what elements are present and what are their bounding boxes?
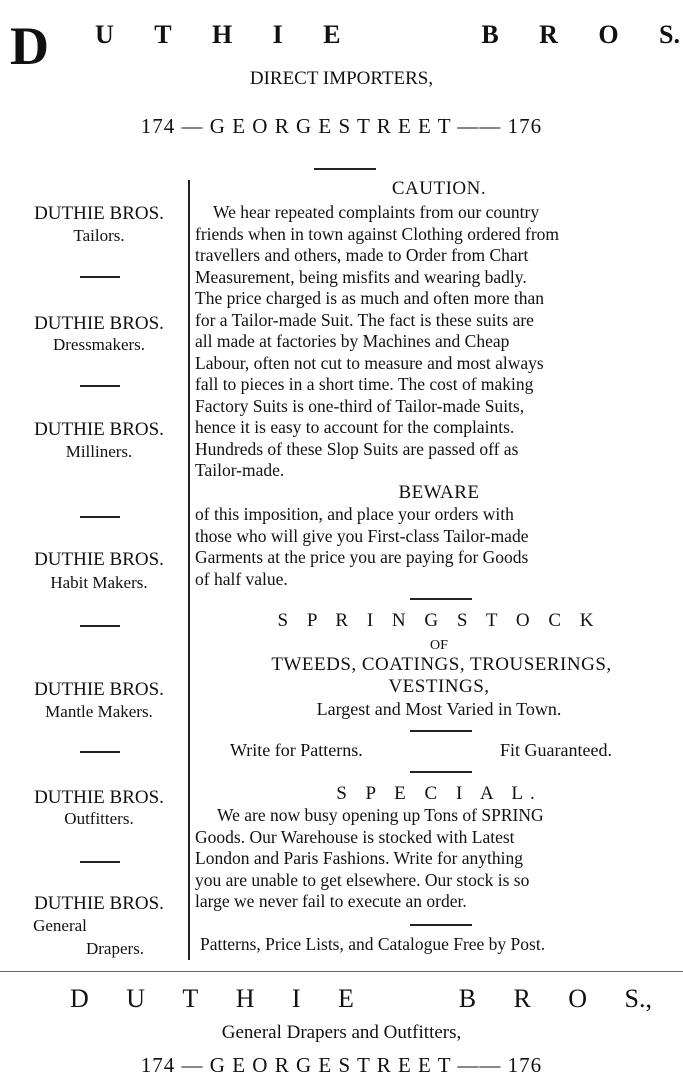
header-title-letter: U <box>95 20 114 49</box>
footer-rule <box>0 971 683 972</box>
caution-line: hence it is easy to account for the complaints. <box>195 417 515 437</box>
left-divider <box>80 861 120 863</box>
fit-note: Fit Guaranteed. <box>500 740 612 760</box>
header-title-letter: E <box>323 20 341 49</box>
left-divider <box>80 751 120 753</box>
section-divider <box>410 771 472 773</box>
left-divider <box>80 385 120 387</box>
left-divider <box>80 276 120 278</box>
special-body <box>195 805 683 913</box>
caution-line: friends when in town against Clothing ordered from <box>195 223 560 244</box>
beware-line: of this imposition, and place your orders with <box>195 504 514 524</box>
left-brand-name: DUTHIE BROS. <box>34 679 164 700</box>
left-brand-name: DUTHIE BROS. <box>34 419 164 440</box>
footer-title-letter: T <box>182 984 199 1013</box>
spring-line-2: VESTINGS, <box>388 676 490 697</box>
footer-title-letter: R <box>513 984 531 1013</box>
header-divider <box>314 168 376 170</box>
spring-line-1: TWEEDS, COATINGS, TROUSERINGS, <box>271 654 612 675</box>
special-line: London and Paris Fashions. Write for anything <box>195 848 524 868</box>
caution-line: all made at factories by Machines and Cheap <box>195 331 510 351</box>
left-brand-role: Dressmakers. <box>52 335 146 354</box>
patterns-note: Write for Patterns. <box>230 740 363 760</box>
caution-body <box>195 202 683 482</box>
header-initial-letter: D <box>10 16 49 76</box>
section-divider <box>410 730 472 732</box>
special-line: you are unable to get elsewhere. Our stock is so <box>195 869 530 890</box>
beware-line: of half value. <box>195 568 288 589</box>
header-address: 174 — G E O R G E S T R E E T —— 176 <box>140 114 543 138</box>
left-brand-name: DUTHIE BROS. <box>34 787 164 808</box>
left-brand-role: General <box>33 916 87 935</box>
footer-title-letter: O <box>568 984 588 1013</box>
left-brand-role: Habit Makers. <box>50 573 148 592</box>
left-brand-name: DUTHIE BROS. <box>34 893 164 914</box>
header-title-letter: O <box>598 20 619 49</box>
header-subtitle: DIRECT IMPORTERS, <box>249 68 434 89</box>
caution-line: Tailor-made. <box>195 460 285 480</box>
caution-line: fall to pieces in a short time. The cost of making <box>195 374 534 394</box>
footer-title-gap <box>391 984 421 1014</box>
caution-line: travellers and others, made to Order from Chart <box>195 245 529 265</box>
special-line: We are now busy opening up Tons of SPRING <box>217 805 544 825</box>
header-title-letter: R <box>539 20 558 49</box>
caution-line: Hundreds of these Slop Suits are passed off as <box>195 438 519 459</box>
beware-body <box>195 504 683 590</box>
left-brand-role: Tailors. <box>73 226 125 245</box>
header-title-letter: T <box>154 20 172 49</box>
special-heading: S P E C I A L. <box>336 783 542 804</box>
special-line: Goods. Our Warehouse is stocked with Latest <box>195 826 515 847</box>
header-title-letter: S. <box>658 20 680 49</box>
catalogue-note: Patterns, Price Lists, and Catalogue Free by Post. <box>200 934 546 954</box>
header-title-gap <box>381 20 441 50</box>
spring-line-3: Largest and Most Varied in Town. <box>316 699 562 719</box>
footer-title <box>70 984 652 1014</box>
beware-heading: BEWARE <box>398 482 480 503</box>
spring-heading: S P R I N G S T O C K <box>277 610 601 631</box>
footer-subtitle: General Drapers and Outfitters, <box>221 1022 462 1043</box>
left-brand-role: Drapers. <box>85 939 145 958</box>
column-divider <box>188 180 190 960</box>
left-divider <box>80 516 120 518</box>
spring-of: OF <box>430 638 448 653</box>
footer-title-letter: U <box>126 984 145 1013</box>
header-title-letter: B <box>481 20 499 49</box>
left-brand-name: DUTHIE BROS. <box>34 203 164 224</box>
caution-line: We hear repeated complaints from our country <box>213 202 540 222</box>
footer-title-letter: B <box>458 984 477 1013</box>
caution-line: The price charged is as much and often more than <box>195 288 545 308</box>
header-title <box>95 20 680 50</box>
caution-line: Factory Suits is one-third of Tailor-made Suits, <box>195 395 525 416</box>
special-line: large we never fail to execute an order. <box>195 891 467 911</box>
left-brand-role: Milliners. <box>65 442 133 461</box>
caution-heading: CAUTION. <box>391 178 487 199</box>
beware-line: Garments at the price you are paying for Goods <box>195 547 529 567</box>
footer-title-letter: S., <box>624 984 652 1013</box>
left-divider <box>80 625 120 627</box>
section-divider <box>410 598 472 600</box>
footer-title-letter: E <box>338 984 354 1013</box>
footer-title-letter: D <box>70 984 89 1013</box>
header-title-letter: H <box>211 20 233 49</box>
header-title-letter: I <box>272 20 283 49</box>
left-brand-name: DUTHIE BROS. <box>34 313 164 334</box>
caution-line: Measurement, being misfits and wearing badly. <box>195 266 527 287</box>
section-divider <box>410 924 472 926</box>
beware-line: those who will give you First-class Tailor-made <box>195 525 529 546</box>
left-brand-role: Mantle Makers. <box>45 702 153 721</box>
footer-title-letter: I <box>291 984 301 1013</box>
left-brand-role: Outfitters. <box>64 809 134 828</box>
footer-address: 174 — G E O R G E S T R E E T —— 176 <box>140 1053 543 1077</box>
caution-line: Labour, often not cut to measure and most always <box>195 352 544 373</box>
left-brand-name: DUTHIE BROS. <box>34 549 164 570</box>
footer-title-letter: H <box>235 984 255 1013</box>
caution-line: for a Tailor-made Suit. The fact is these suits are <box>195 309 534 330</box>
